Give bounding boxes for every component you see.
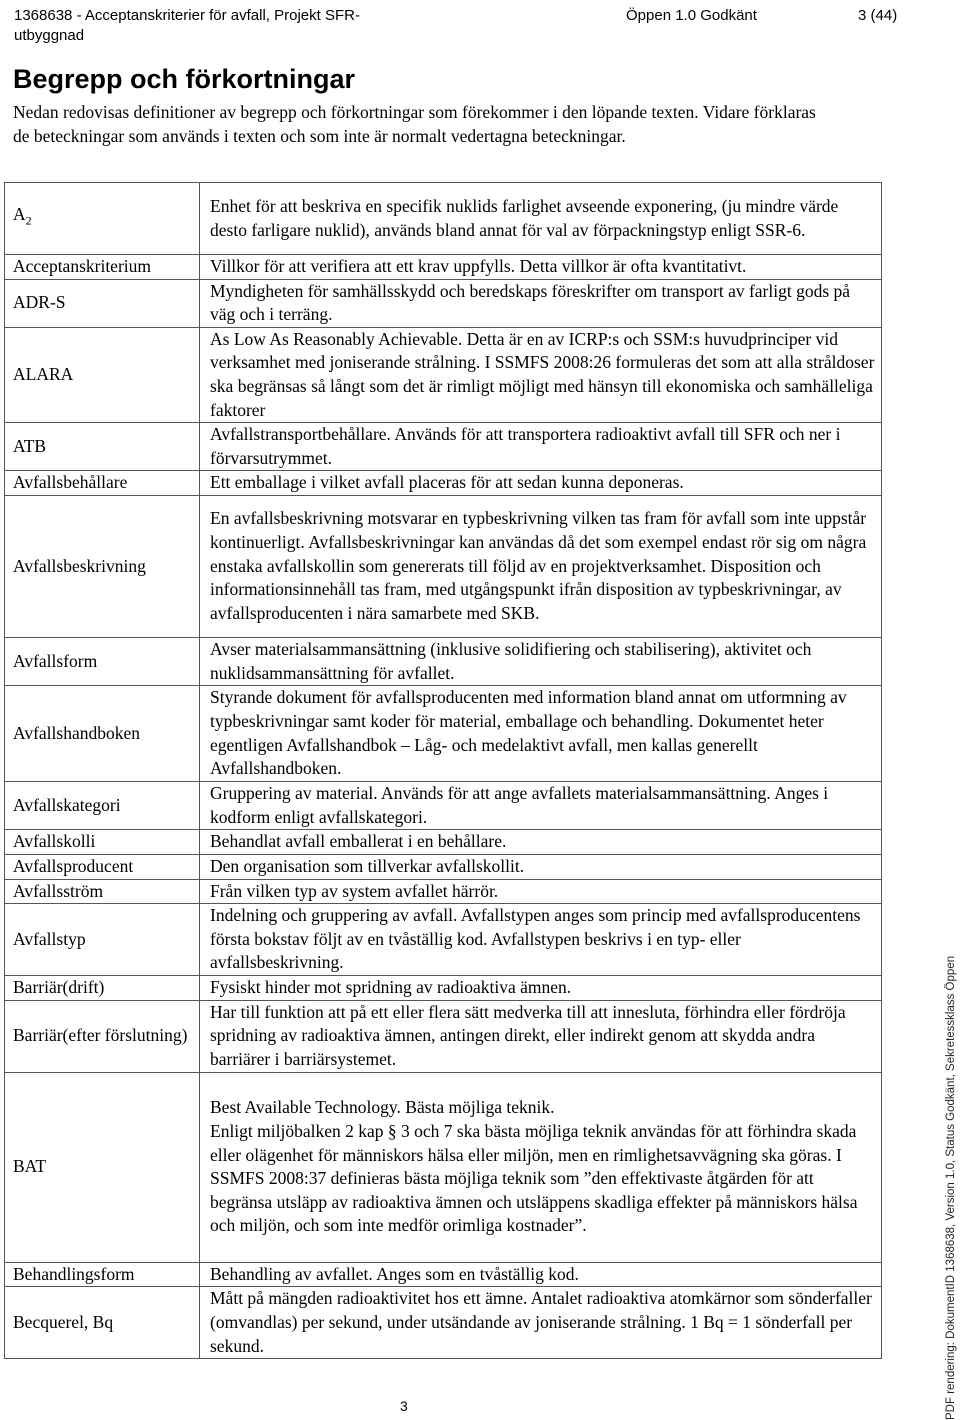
term-label: Barriär(efter förslutning) [13, 1025, 188, 1046]
term-label: Avfallskolli [13, 831, 96, 852]
table-row [5, 904, 882, 976]
table-row [5, 471, 882, 496]
term-label: Avfallsbehållare [13, 472, 128, 493]
table-row [5, 327, 882, 422]
header-status: Öppen 1.0 Godkänt [626, 7, 757, 24]
definition-cell: Behandlat avfall emballerat i en behållare. [200, 830, 882, 855]
table-row [5, 1000, 882, 1072]
definition-cell: Ett emballage i vilket avfall placeras för att sedan kunna deponeras. [200, 471, 882, 496]
term-cell [5, 686, 200, 782]
term-cell [5, 782, 200, 830]
header-document-title: 1368638 - Acceptanskriterier för avfall, Projekt SFR-utbyggnad [14, 7, 360, 44]
definition-cell: En avfallsbeskrivning motsvarar en typbeskrivning vilken tas fram för avfall som inte uppstår kontinuerligt. Avfallsbeskrivningar kan användas då det som exempel endast rör sig om några enstaka avfallskollin som genererats till följd av en projektverksamhet. Disposition och informationsinnehåll tas fram, med utgångspunkt ifrån disposition av typbeskrivningar, av avfallsproducenten i nära samarbete med SKB. [200, 495, 882, 637]
header-page-count: 3 (44) [858, 7, 898, 24]
term-cell [5, 495, 200, 637]
term-cell [5, 1287, 200, 1359]
term-label: ALARA [13, 364, 74, 385]
term-cell [5, 423, 200, 471]
definition-cell: Villkor för att verifiera att ett krav uppfylls. Detta villkor är ofta kvantitativt. [200, 255, 882, 280]
table-row [5, 830, 882, 855]
table-row [5, 423, 882, 471]
definition-cell: Mått på mängden radioaktivitet hos ett ämne. Antalet radioaktiva atomkärnor som sönderfaller (omvandlas) per sekund, under utsändande av joniserande strålning. 1 Bq = 1 sönderfall per sekund. [200, 1287, 882, 1359]
table-row [5, 1072, 882, 1262]
definition-cell: Behandling av avfallet. Anges som en tvåställig kod. [200, 1262, 882, 1287]
definition-cell: Best Available Technology. Bästa möjliga teknik. Enligt miljöbalken 2 kap § 3 och 7 ska bästa möjliga teknik användas för att förhindra skada eller olägenhet för människors hälsa eller miljön, men en rimlighetsavvägning ska göras. I SSMFS 2008:37 definieras bästa möjliga teknik som ”den effektivaste åtgärden för att begränsa utsläpp av radioaktiva ämnen och utsläppens skadliga effekter på människors hälsa och miljön, och som inte medför orimliga kostnader”. [200, 1072, 882, 1262]
table-row [5, 1287, 882, 1359]
term-cell [5, 327, 200, 422]
side-rendering-stamp: PDF rendering: DokumentID 1368638, Version 1.0, Status Godkänt, Sekretessklass Öppen [945, 955, 957, 1420]
term-label: BAT [13, 1156, 47, 1177]
table-row [5, 854, 882, 879]
table-row [5, 255, 882, 280]
term-cell [5, 879, 200, 904]
term-label: Behandlingsform [13, 1263, 135, 1284]
section-title: Begrepp och förkortningar [13, 64, 356, 94]
term-cell [5, 471, 200, 496]
term-subscript: 2 [25, 213, 32, 228]
definition-cell: Den organisation som tillverkar avfallskollit. [200, 854, 882, 879]
table-row [5, 637, 882, 685]
table-row [5, 495, 882, 637]
terms-table [4, 182, 882, 1359]
section-intro: Nedan redovisas definitioner av begrepp och förkortningar som förekommer i den löpande texten. Vidare förklaras de beteckningar som används i texten och som inte är normalt vedertagna beteckningar. [13, 102, 816, 146]
term-cell [5, 1072, 200, 1262]
table-row [5, 183, 882, 255]
term-label: Avfallsbeskrivning [13, 555, 146, 576]
term-cell [5, 279, 200, 327]
definition-cell: Från vilken typ av system avfallet härrör. [200, 879, 882, 904]
term-cell [5, 976, 200, 1001]
footer-page-number: 3 [400, 1398, 408, 1414]
term-label: Avfallshandboken [13, 722, 141, 743]
table-row [5, 686, 882, 782]
term-cell [5, 830, 200, 855]
term-label: Acceptanskriterium [13, 256, 152, 276]
definition-cell: Fysiskt hinder mot spridning av radioaktiva ämnen. [200, 976, 882, 1001]
definition-cell: Styrande dokument för avfallsproducenten med information bland annat om utformning av typbeskrivningar samt koder för material, emballage och behandling. Dokumentet heter egentligen Avfallshandbok – Låg- och medelaktivt avfall, men kallas generellt Avfallshandboken. [200, 686, 882, 782]
definition-cell: Avser materialsammansättning (inklusive solidifiering och stabilisering), aktivitet och nuklidsammansättning för avfallet. [200, 637, 882, 685]
term-label: Avfallsform [13, 650, 98, 671]
definition-cell: As Low As Reasonably Achievable. Detta är en av ICRP:s och SSM:s huvudprinciper vid verksamhet med joniserande strålning. I SSMFS 2008:26 formuleras det som att alla stråldoser ska begränsas så långt som det är rimligt möjligt med hänsyn till ekonomiska och samhälleliga faktorer [200, 327, 882, 422]
term-label: Avfallstyp [13, 928, 86, 949]
term-cell [5, 854, 200, 879]
term-label: Avfallskategori [13, 794, 121, 815]
table-row [5, 1262, 882, 1287]
definition-cell: Myndigheten för samhällsskydd och beredskaps föreskrifter om transport av farligt gods på väg och i terräng. [200, 279, 882, 327]
term-cell [5, 637, 200, 685]
term-label: Barriär(drift) [13, 977, 105, 998]
term-cell [5, 255, 200, 280]
definition-cell: Avfallstransportbehållare. Används för att transportera radioaktivt avfall till SFR och ner i förvarsutrymmet. [200, 423, 882, 471]
term-cell [5, 904, 200, 976]
terms-table-body [5, 183, 882, 1359]
definition-cell: Enhet för att beskriva en specifik nuklids farlighet avseende exponering, (ju mindre värde desto farligare nuklid), används bland annat för val av förpackningstyp enligt SSR-6. [200, 183, 882, 255]
term-label: Avfallsproducent [13, 855, 134, 876]
term-label: ATB [13, 435, 47, 456]
term-cell [5, 1262, 200, 1287]
term-label: A [13, 204, 26, 225]
table-row [5, 879, 882, 904]
table-row [5, 782, 882, 830]
term-cell [5, 1000, 200, 1072]
table-row [5, 279, 882, 327]
table-row [5, 976, 882, 1001]
definition-cell: Indelning och gruppering av avfall. Avfallstypen anges som princip med avfallsproducentens första bokstav följt av en tvåställig kod. Avfallstypen beskrivs i en typ- eller avfallsbeskrivning. [200, 904, 882, 976]
term-cell [5, 183, 200, 255]
term-label: Avfallsström [13, 880, 104, 901]
term-label: Becquerel, Bq [13, 1311, 114, 1332]
term-label: ADR-S [13, 292, 66, 313]
definition-cell: Har till funktion att på ett eller flera sätt medverka till att innesluta, förhindra eller fördröja spridning av radioaktiva ämnen, antingen direkt, eller indirekt genom att skydda andra barriärer i barriärsystemet. [200, 1000, 882, 1072]
definition-cell: Gruppering av material. Används för att ange avfallets materialsammansättning. Anges i kodform enligt avfallskategori. [200, 782, 882, 830]
